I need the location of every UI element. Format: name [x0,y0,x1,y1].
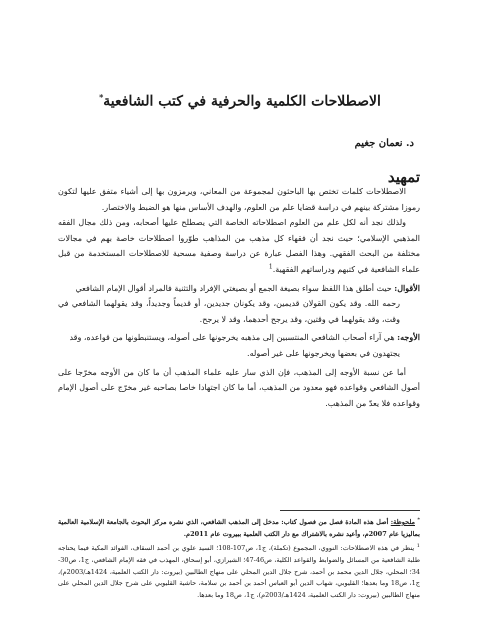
definition-awjuh-text: هي آراء أصحاب الشافعي المنتسبين إلى مذهبه يخرجونها على أصوله، ويستنبطونها من قواعده، وقد [69,333,395,343]
footnote-1 [58,541,420,602]
footnote-divider [280,510,420,511]
section-heading: تمهيد [387,168,420,186]
definition-awjuh [58,330,420,361]
definition-aqwal-label: الأقوال: [394,282,420,293]
definition-awjuh-continuation: يجتهدون في بعضها ويخرجونها على غير أصوله. [247,348,400,358]
footnote-ref-1: 1 [268,263,273,271]
title-text: الاصطلاحات الكلمية والحرفية في كتب الشافعية [103,93,381,110]
footnote-note-text: أصل هذه المادة فصل من فصول كتاب: مدخل إلى المذهب الشافعي، الذي نشره مركز البحوث بالجامعة الإسلامية العالمية بماليزيا عام 2007م، وأعيد نشره بالاشتراك مع دار الكتب العلمية ببيروت عام 2011م. [58,518,420,538]
page-title [0,92,480,110]
definition-aqwal-text: حيث أطلق هذا اللفظ سواء بصيغة الجمع أو بصيغتي الإفراد والتثنية فالمراد أقوال الإمام الشافعي [75,283,392,293]
footnote-note [58,515,420,541]
paragraph-context [58,215,420,277]
author-name: د. نعمان جغيم [354,138,414,149]
footnote-note-mark: * [417,517,421,523]
definition-aqwal-continuation: رحمه الله. وقد يكون القولان قديمين، وقد يكونان جديدين، أو قديماً وجديداً، وقد يقولهما الشافعي في وقت، وقد يقولهما في وقتين، وقد يرجح أحدهما، وقد لا يرجح. [58,299,400,324]
definition-aqwal [58,281,420,328]
footnotes [58,515,420,602]
paragraph-intro: الاصطلاحات كلمات تختص بها الباحثون لمجموعة من المعاني، ويرمزون بها إلى أشياء متفق عليها لتكون رموزا مشتركة بينهم في دراسة قضايا علم من العلوم، والهدف الأساس منها هو الضبط والاختصار. [58,187,420,212]
paragraph-context-text: ولذلك نجد أنه لكل علم من العلوم اصطلاحاته الخاصة التي يصطلح عليها أصحابه، ومن ذلك مجال الفقه المذهبي الإسلامي؛ حيث نجد أن فقهاء كل مذهب من المذاهب طوّروا اصطلاحات خاصة بهم في مجالات مختلفة من البحث الفقهي. وهذا الفصل عبارة عن دراسة وصفية مسحية للاصطلاحات المستخدمة من قبل علماء الشافعية في كتبهم ودراساتهم الفقهية. [58,218,420,274]
footnote-note-lead: ملحوظة: [390,518,415,527]
paragraph-attribution: أما عن نسبة الأوجه إلى المذهب، فإن الذي سار عليه علماء المذهب أن ما كان من الأوجه مخرّجا على أصول الشافعي وقواعده فهو معدود من المذهب، أما ما كان اجتهادا خاصا بصاحبه غير مخرّج على أصول الإمام وقواعده فلا يعدّ من المذهب. [58,367,421,408]
body-text [58,184,420,411]
footnote-1-mark: 1 [416,542,420,549]
definition-awjuh-label: الأوجه: [397,332,420,343]
title-footnote-mark: * [99,92,104,102]
footnote-1-text: ينظر في هذه الاصطلاحات: النووي، المجموع (تكملة)، ج1، ص107-108؛ السيد علوي بن أحمد السقاف، الفوائد المكية فيما يحتاجه طلبة الشافعية من المسائل والضوابط والقواعد الكلية، ص46-47؛ الشيرازي، أبو إسحاق، المهذب في فقه الإمام الشافعي، ج1، ص30-34؛ المحلي، جلال الدين محمد بن أحمد، شرح جلال الدين المحلي على منهاج الطالبين (بيروت: دار الكتب العلمية، 1424هـ/2003م)، ج1، ص18 وما بعدها؛ القليوبي، شهاب الدين أبو العباس أحمد بن أحمد بن سلامة، حاشية القليوبي على شرح جلال الدين المحلي على منهاج الطالبين (بيروت: دار الكتب العلمية، 1424هـ/2003م)، ج1، ص18 وما بعدها. [58,543,420,600]
